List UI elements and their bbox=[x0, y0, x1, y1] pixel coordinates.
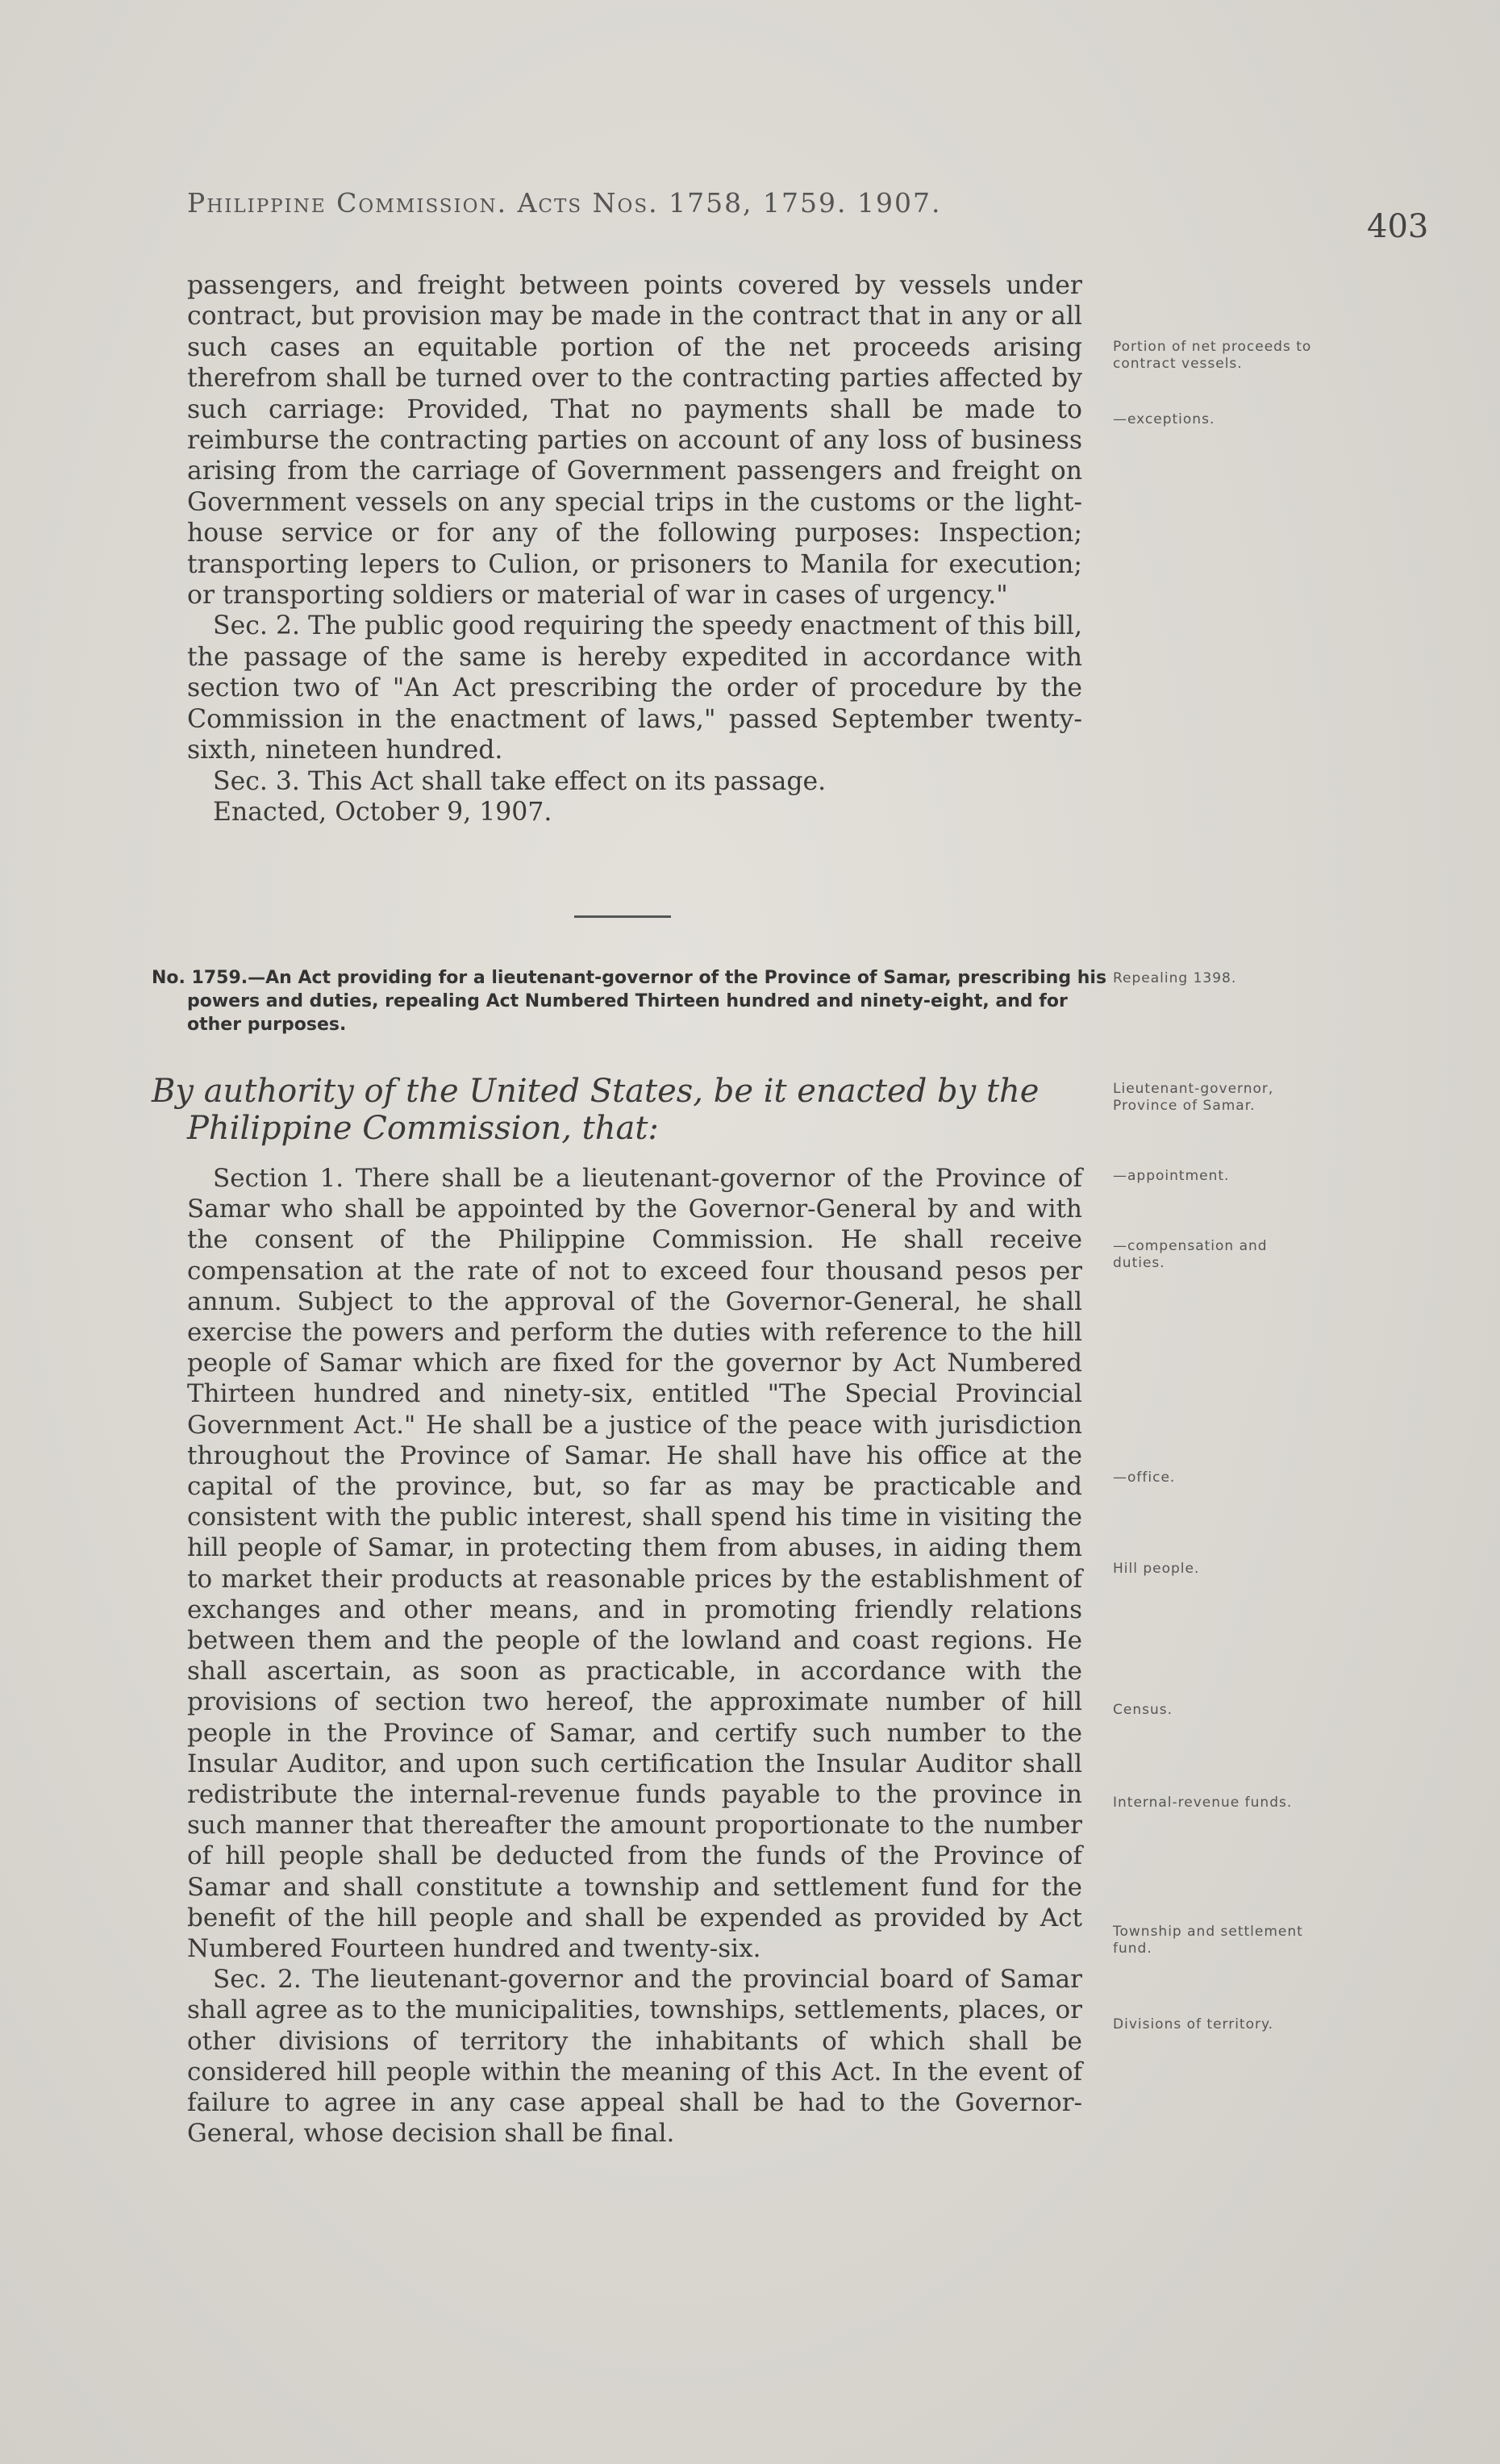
margin-note: Census. bbox=[1113, 1702, 1173, 1718]
margin-note: Portion of net proceeds to contract vessels. bbox=[1113, 339, 1312, 372]
margin-note: Hill people. bbox=[1113, 1561, 1200, 1577]
act-1759-title: No. 1759.—An Act providing for a lieutenant-governor of the Province of Samar, prescribing his powers and duties, repealing Act Numbered Thirteen hundred and ninety-eight, and for other purposes. bbox=[152, 968, 1107, 1035]
page-number: 403 bbox=[1367, 208, 1429, 245]
paragraph-carriage-proviso: passengers, and freight between points covered by vessels under contract, but provision may be made in the contract that in any or all such cases an equitable portion of the net proceeds arising therefrom shall be turned over to the contracting parties affected by such carriage: Provided, That no payments shall be made to reimburse the contracting parties on account of any loss of business arising from the carriage of Government passengers and freight on Government vessels on any special trips in the customs or the light-house service or for any of the following purposes: Inspection; transporting lepers to Culion, or prisoners to Manila for execution; or transporting soldiers or material of war in cases of urgency." bbox=[187, 271, 1082, 611]
paragraph-section-1: Section 1. There shall be a lieutenant-governor of the Province of Samar who shall be appointed by the Governor-General by and with the consent of the Philippine Commission. He shall receive compensation at the rate of not to exceed four thousand pesos per annum. Subject to the approval of the Governor-General, he shall exercise the powers and perform the duties with reference to the hill people of Samar which are fixed for the governor by Act Numbered Thirteen hundred and ninety-six, entitled "The Special Provincial Government Act." He shall be a justice of the peace with jurisdiction throughout the Province of Samar. He shall have his office at the capital of the province, but, so far as may be practicable and consistent with the public interest, shall spend his time in visiting the hill people of Samar, in protecting them from abuses, in aiding them to market their products at reasonable prices by the establishment of exchanges and other means, and in promoting friendly relations between them and the people of the lowland and coast regions. He shall ascertain, as soon as practicable, in accordance with the provisions of section two hereof, the approximate number of hill people in the Province of Samar, and certify such number to the Insular Auditor, and upon such certification the Insular Auditor shall redistribute the internal-revenue funds payable to the province in such manner that thereafter the amount proportionate to the number of hill people shall be deducted from the funds of the Province of Samar and shall constitute a township and settlement fund for the benefit of the hill people and shall be expended as provided by Act Numbered Fourteen hundred and twenty-six. bbox=[187, 1164, 1082, 1964]
running-header: Philippine Commission. Acts Nos. 1758, 1759. 1907. bbox=[187, 187, 942, 219]
enactment-date: Enacted, October 9, 1907. bbox=[213, 797, 552, 827]
section-divider bbox=[574, 915, 671, 918]
margin-note: Divisions of territory. bbox=[1113, 2016, 1274, 2032]
margin-note: Repealing 1398. bbox=[1113, 970, 1237, 986]
margin-note: Township and settlement fund. bbox=[1113, 1924, 1303, 1957]
margin-note: —appointment. bbox=[1113, 1168, 1230, 1184]
act-1759-body bbox=[187, 1163, 1082, 2149]
act-1758-continuation bbox=[187, 270, 1082, 828]
paragraph-section-2: Sec. 2. The lieutenant-governor and the provincial board of Samar shall agree as to the municipalities, townships, settlements, places, or other divisions of territory the inhabitants of which shall be considered hill people within the meaning of this Act. In the event of failure to agree in any case appeal shall be had to the Governor-General, whose decision shall be final. bbox=[187, 1965, 1082, 2149]
paragraph-sec-2: Sec. 2. The public good requiring the speedy enactment of this bill, the passage of the same is hereby expedited in accordance with section two of "An Act prescribing the order of procedure by the Commission in the enactment of laws," passed September twenty-sixth, nineteen hundred. bbox=[187, 611, 1082, 765]
margin-note: —office. bbox=[1113, 1470, 1176, 1486]
margin-note: —exceptions. bbox=[1113, 411, 1215, 427]
margin-note: Internal-revenue funds. bbox=[1113, 1795, 1293, 1811]
enacting-clause: By authority of the United States, be it enacted by the Philippine Commission, that: bbox=[152, 1073, 1040, 1147]
margin-note: Lieutenant-governor, Province of Samar. bbox=[1113, 1081, 1274, 1114]
margin-note: —compensation and duties. bbox=[1113, 1238, 1268, 1271]
paragraph-sec-3: Sec. 3. This Act shall take effect on its passage. bbox=[213, 766, 827, 796]
